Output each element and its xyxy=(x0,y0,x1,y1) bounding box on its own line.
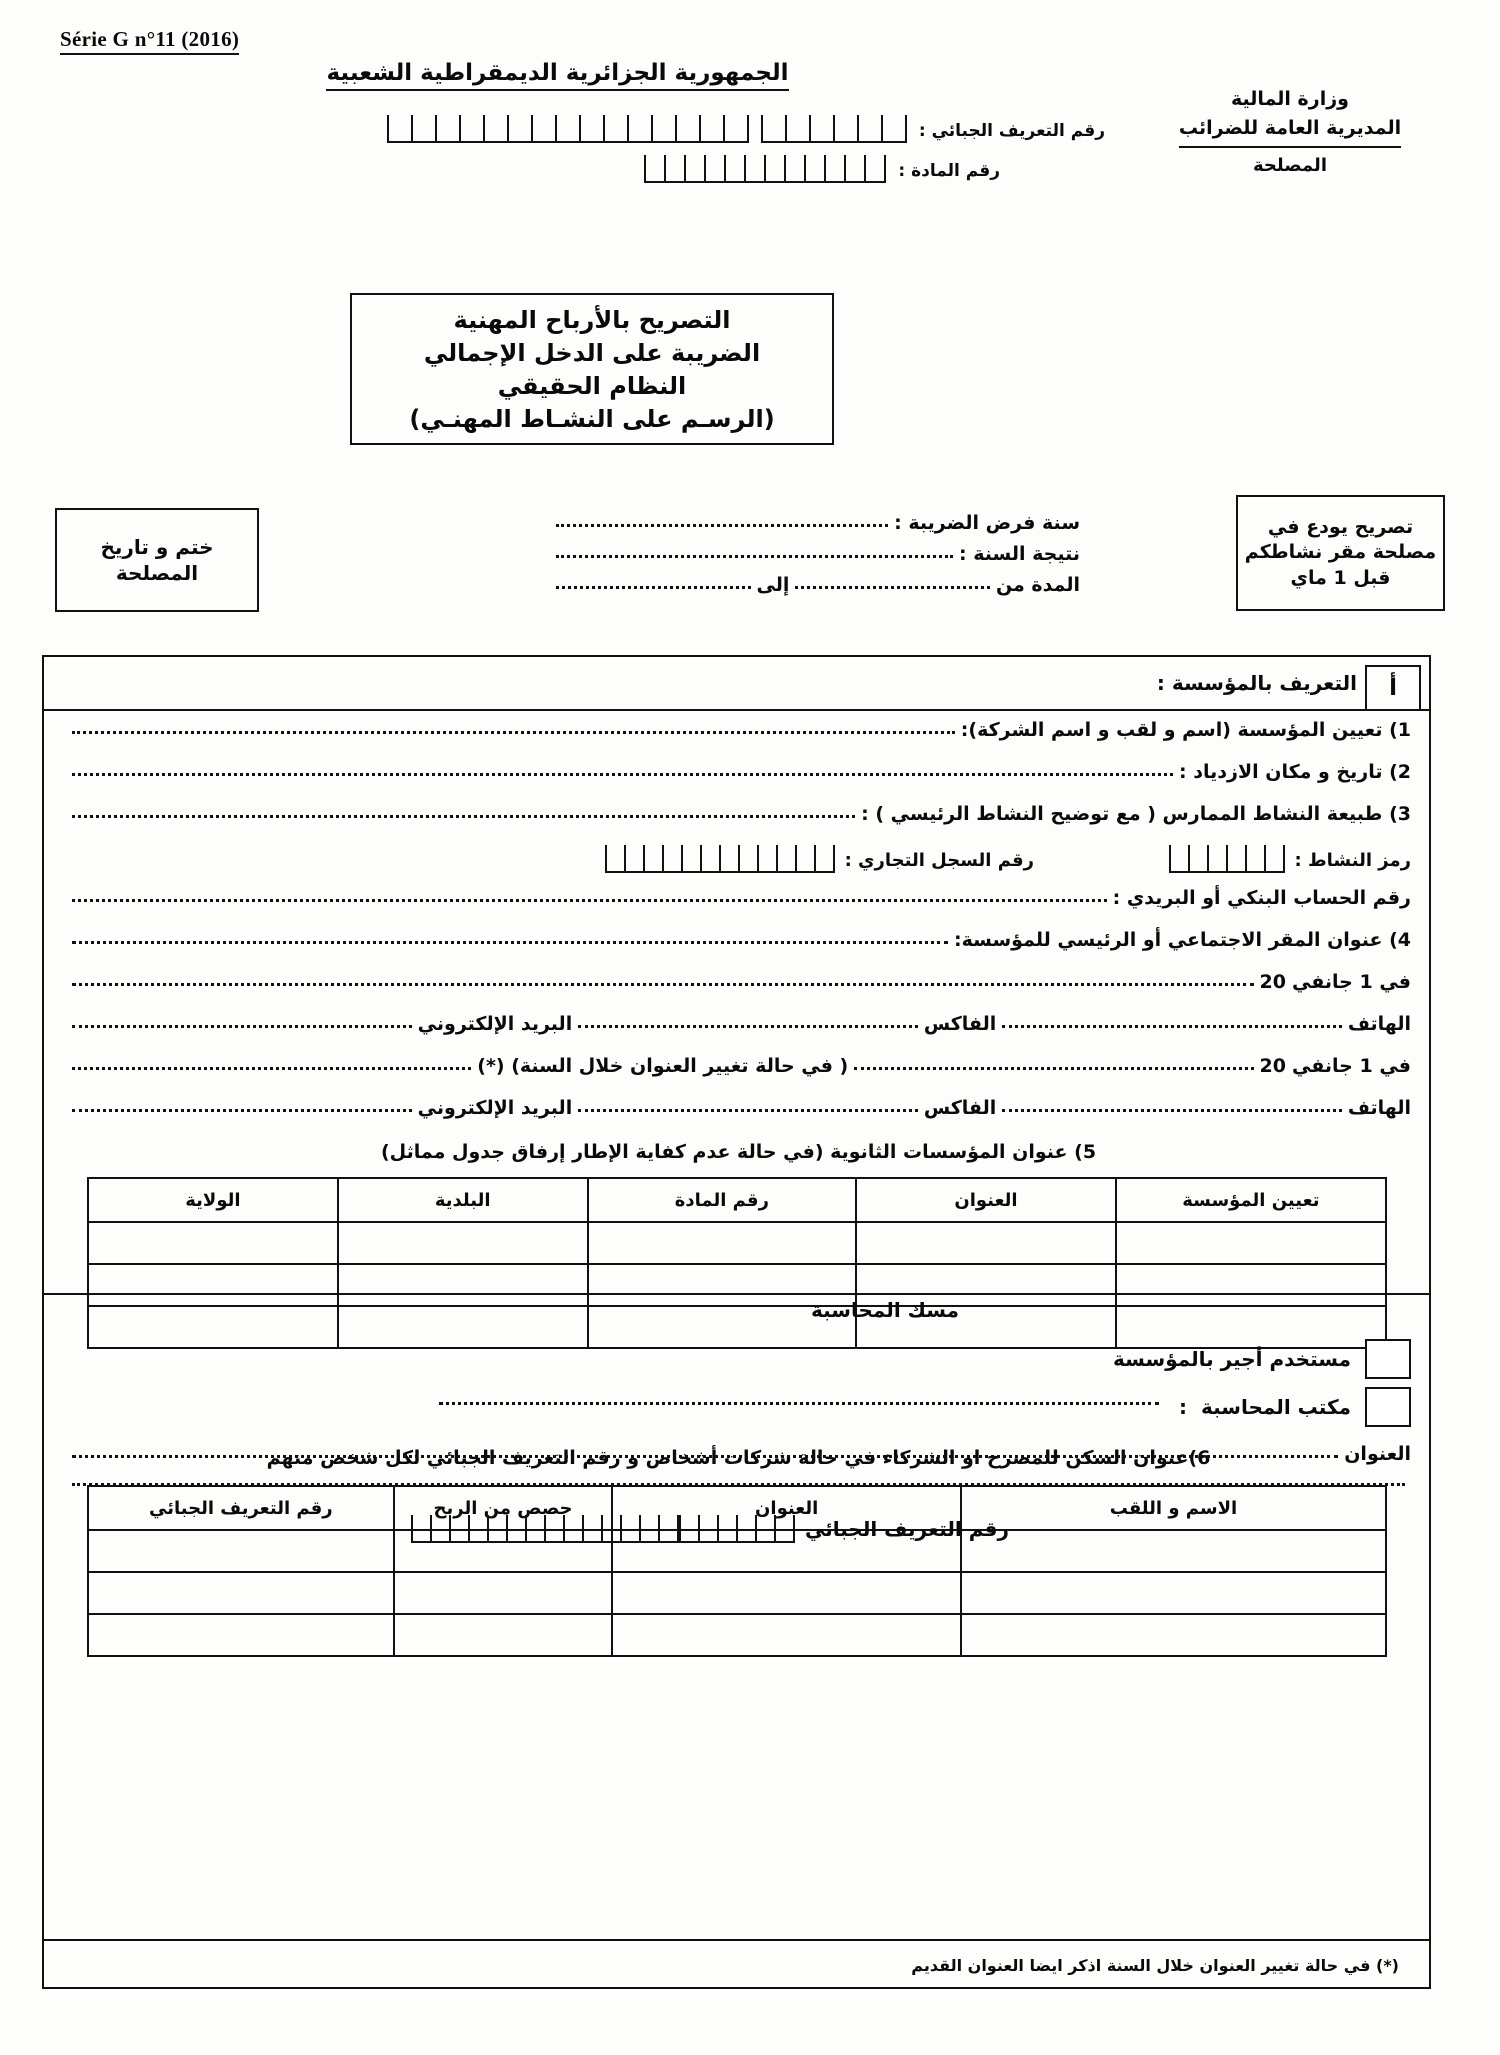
accounting-address-row xyxy=(66,1443,1411,1465)
address-jan-1-prefix: في 1 جانفي xyxy=(1292,971,1411,993)
field-address-jan-1 xyxy=(66,971,1411,993)
stamp-box-line-1: ختم و تاريخ xyxy=(100,535,214,559)
accounting-option-office-colon: : xyxy=(1179,1395,1188,1419)
article-number-boxes[interactable] xyxy=(644,155,886,183)
section-a-divider xyxy=(44,709,1429,711)
year-result-row xyxy=(550,543,1080,565)
accounting-address-input-1[interactable] xyxy=(72,1455,1338,1458)
deposit-line-3: قبل 1 ماي xyxy=(1290,566,1391,589)
cell[interactable] xyxy=(88,1572,394,1614)
duration-from-label: المدة من xyxy=(995,574,1080,596)
cell[interactable] xyxy=(88,1306,338,1348)
deposit-notice-box xyxy=(1236,495,1445,611)
field-bank-account-input[interactable] xyxy=(72,899,1107,902)
field-activity-nature-label: 3) طبيعة النشاط الممارس ( مع توضيح النشاط الرئيسي ) : xyxy=(861,803,1411,825)
section-a-marker: أ xyxy=(1365,665,1421,711)
cell[interactable] xyxy=(961,1614,1386,1656)
phone-label-1: الهاتف xyxy=(1347,1013,1411,1035)
field-company-name-label: 1) تعيين المؤسسة (اسم و لقب و اسم الشركة): xyxy=(960,719,1411,741)
cell[interactable] xyxy=(394,1614,613,1656)
address-jan-2-input[interactable] xyxy=(854,1067,1253,1070)
fax-label-2: الفاكس xyxy=(923,1097,997,1119)
field-company-name-input[interactable] xyxy=(72,731,955,734)
accounting-address-input-2[interactable] xyxy=(72,1483,1405,1486)
tax-year-row xyxy=(550,512,1080,534)
field-head-office-address-input[interactable] xyxy=(72,941,948,944)
checkbox-accounting-office[interactable] xyxy=(1365,1387,1411,1427)
field-secondary-establishments-label: 5) عنوان المؤسسات الثانوية (في حالة عدم كفاية الإطار إرفاق جدول مماثل) xyxy=(380,1141,1097,1163)
checkbox-employee-accountant[interactable] xyxy=(1365,1339,1411,1379)
tax-year-label: سنة فرض الضريبة : xyxy=(894,512,1080,534)
address-jan-2-note: ( في حالة تغيير العنوان خلال السنة) (*) xyxy=(477,1055,849,1077)
th-secondary-name: تعيين المؤسسة xyxy=(1116,1178,1386,1222)
service-label: المصلحة xyxy=(1253,155,1327,176)
accounting-nif-group2-boxes[interactable] xyxy=(411,1515,679,1543)
period-fields xyxy=(550,512,1080,605)
cell[interactable] xyxy=(961,1572,1386,1614)
field-birth xyxy=(66,761,1411,783)
ministry-line-1: وزارة المالية xyxy=(1231,88,1349,110)
th-partner-address: العنوان xyxy=(612,1486,961,1530)
trade-register-row xyxy=(605,845,1034,873)
form-title-line-4: (الرسـم على النشـاط المهنـي) xyxy=(409,404,775,433)
partners-table xyxy=(87,1485,1387,1657)
email-input-1[interactable] xyxy=(72,1025,412,1028)
phone-input-1[interactable] xyxy=(1002,1025,1342,1028)
accounting-option-employee-row[interactable] xyxy=(1113,1339,1411,1379)
th-secondary-address: العنوان xyxy=(856,1178,1116,1222)
year-result-input[interactable] xyxy=(556,555,953,558)
field-head-office-address xyxy=(66,929,1411,951)
table-row[interactable] xyxy=(88,1264,1386,1306)
contact-row-1 xyxy=(66,1013,1411,1035)
table-header-row xyxy=(88,1178,1386,1222)
cell[interactable] xyxy=(88,1222,338,1264)
th-secondary-wilaya: الولاية xyxy=(88,1178,338,1222)
accounting-address-row-2 xyxy=(66,1483,1411,1493)
form-serial-number: Série G n°11 (2016) xyxy=(60,27,239,55)
fax-input-2[interactable] xyxy=(578,1109,918,1112)
deposit-line-2: مصلحة مقر نشاطكم xyxy=(1244,541,1437,564)
email-input-2[interactable] xyxy=(72,1109,412,1112)
year-result-label: نتيجة السنة : xyxy=(959,543,1080,565)
footnote-text: (*) في حالة تغيير العنوان خلال السنة اذكر ايضا العنوان القديم xyxy=(911,1956,1399,1975)
accounting-option-office-row[interactable] xyxy=(62,1387,1411,1427)
secondary-establishments-table xyxy=(87,1177,1387,1349)
field-birth-input[interactable] xyxy=(72,773,1173,776)
cell[interactable] xyxy=(612,1614,961,1656)
table-row[interactable] xyxy=(88,1222,1386,1264)
accounting-nif-group1-boxes[interactable] xyxy=(679,1515,795,1543)
republic-heading xyxy=(285,60,830,91)
phone-input-2[interactable] xyxy=(1002,1109,1342,1112)
article-number-row xyxy=(644,155,1000,183)
article-number-label: رقم المادة : xyxy=(898,161,1000,181)
address-jan-2-input-2[interactable] xyxy=(72,1067,471,1070)
form-title-line-1: التصريح بالأرباح المهنية xyxy=(453,305,731,334)
accounting-nif-row xyxy=(411,1515,1009,1543)
nif-header-label: رقم التعريف الجبائي : xyxy=(918,121,1105,141)
form-title-line-2: الضريبة على الدخل الإجمالي xyxy=(423,338,761,367)
stamp-box-line-2: المصلحة xyxy=(115,561,199,585)
field-bank-account xyxy=(66,887,1411,909)
deposit-line-1: تصريح يودع في xyxy=(1267,515,1414,538)
th-partner-nif: رقم التعريف الجبائي xyxy=(88,1486,394,1530)
field-address-jan-2 xyxy=(66,1055,1411,1077)
fax-input-1[interactable] xyxy=(578,1025,918,1028)
nif-header-group2-boxes[interactable] xyxy=(387,115,749,143)
address-jan-2-prefix: في 1 جانفي xyxy=(1292,1055,1411,1077)
accounting-nif-label: رقم التعريف الجبائي xyxy=(804,1517,1009,1541)
th-partner-name: الاسم و اللقب xyxy=(961,1486,1386,1530)
field-secondary-establishments xyxy=(66,1141,1411,1163)
service-stamp-box xyxy=(55,508,259,612)
accounting-address-label: العنوان xyxy=(1344,1443,1411,1465)
address-jan-1-input[interactable] xyxy=(72,983,1254,986)
identification-section-frame xyxy=(42,655,1431,1989)
republic-heading-text: الجمهورية الجزائرية الديمقراطية الشعبية xyxy=(326,60,788,91)
field-activity-nature-input[interactable] xyxy=(72,815,855,818)
nif-header-group1-boxes[interactable] xyxy=(761,115,907,143)
email-label-2: البريد الإلكتروني xyxy=(417,1097,573,1119)
cell[interactable] xyxy=(961,1530,1386,1572)
activity-code-label: رمز النشاط : xyxy=(1294,850,1411,871)
duration-row xyxy=(550,574,1080,596)
accounting-option-office-label: مكتب المحاسبة xyxy=(1201,1395,1351,1419)
ministry-line-2: المديرية العامة للضرائب xyxy=(1179,114,1401,147)
phone-label-2: الهاتف xyxy=(1347,1097,1411,1119)
th-secondary-article: رقم المادة xyxy=(588,1178,857,1222)
fax-label-1: الفاكس xyxy=(923,1013,997,1035)
cell[interactable] xyxy=(588,1222,857,1264)
field-bank-account-label: رقم الحساب البنكي أو البريدي : xyxy=(1112,887,1411,909)
footnote-divider xyxy=(44,1939,1429,1941)
duration-to-label: إلى xyxy=(756,574,790,596)
duration-from-input[interactable] xyxy=(795,586,990,589)
cell[interactable] xyxy=(88,1264,338,1306)
accounting-section-divider xyxy=(44,1293,1429,1295)
duration-to-input[interactable] xyxy=(556,586,751,589)
address-jan-2-year[interactable]: 20 xyxy=(1259,1055,1286,1077)
th-partner-share: حصص من الربح xyxy=(394,1486,613,1530)
cell[interactable] xyxy=(856,1222,1116,1264)
accounting-office-input[interactable] xyxy=(439,1402,1159,1405)
field-company-name xyxy=(66,719,1411,741)
accounting-option-employee-label: مستخدم أجير بالمؤسسة xyxy=(1113,1347,1351,1371)
cell[interactable] xyxy=(338,1264,588,1306)
accounting-section-title: مسك المحاسبة xyxy=(811,1298,959,1322)
activity-code-row xyxy=(1169,845,1411,873)
cell[interactable] xyxy=(88,1614,394,1656)
th-secondary-commune: البلدية xyxy=(338,1178,588,1222)
cell[interactable] xyxy=(338,1306,588,1348)
form-title-line-3: النظام الحقيقي xyxy=(497,371,687,400)
field-head-office-address-label: 4) عنوان المقر الاجتماعي أو الرئيسي للمؤسسة: xyxy=(954,929,1411,951)
table-row[interactable] xyxy=(88,1614,1386,1656)
cell[interactable] xyxy=(612,1572,961,1614)
cell[interactable] xyxy=(1116,1264,1386,1306)
contact-row-2 xyxy=(66,1097,1411,1119)
cell[interactable] xyxy=(88,1530,394,1572)
section-a-title: التعريف بالمؤسسة : xyxy=(1156,671,1357,695)
activity-code-boxes[interactable] xyxy=(1169,845,1285,873)
trade-register-boxes[interactable] xyxy=(605,845,835,873)
form-title-box xyxy=(350,293,834,445)
field-partners-residence-label: 6)عنوان السكن للمصرح او الشركاء في حالة شركات أشخاص و رقم التعريف الجبائي لكل شخص منهم xyxy=(266,1447,1211,1469)
tax-year-input[interactable] xyxy=(556,524,888,527)
ministry-heading xyxy=(1135,85,1445,148)
field-birth-label: 2) تاريخ و مكان الازدياد : xyxy=(1179,761,1411,783)
cell[interactable] xyxy=(394,1572,613,1614)
address-jan-1-year[interactable]: 20 xyxy=(1259,971,1286,993)
nif-header-row xyxy=(387,115,1105,143)
field-activity-nature xyxy=(66,803,1411,825)
cell[interactable] xyxy=(338,1222,588,1264)
trade-register-label: رقم السجل التجاري : xyxy=(844,850,1034,871)
cell[interactable] xyxy=(1116,1222,1386,1264)
table-row[interactable] xyxy=(88,1572,1386,1614)
email-label-1: البريد الإلكتروني xyxy=(417,1013,573,1035)
